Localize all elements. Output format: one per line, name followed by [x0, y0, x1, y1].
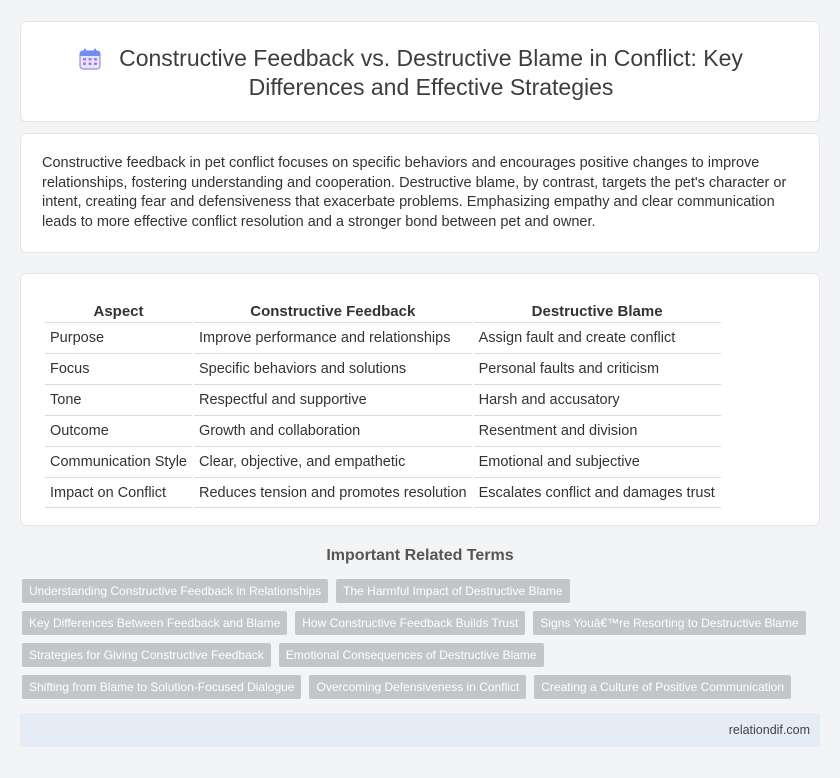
table-cell: Impact on Conflict [45, 477, 192, 508]
page-title: Constructive Feedback vs. Destructive Blame in Conflict: Key Differences and Effective Strategies [119, 45, 743, 100]
related-term-tag[interactable]: The Harmful Impact of Destructive Blame [336, 579, 569, 603]
table-cell: Communication Style [45, 446, 192, 477]
related-terms-list [22, 579, 822, 707]
table-cell: Reduces tension and promotes resolution [194, 477, 472, 508]
table-cell: Specific behaviors and solutions [194, 353, 472, 384]
tag-row [22, 643, 822, 667]
column-header-destructive: Destructive Blame [531, 303, 663, 320]
table-cell: Outcome [45, 415, 192, 446]
related-term-tag[interactable]: Shifting from Blame to Solution-Focused Dialogue [22, 675, 301, 699]
table-cell: Respectful and supportive [194, 384, 472, 415]
related-term-tag[interactable]: Strategies for Giving Constructive Feedback [22, 643, 271, 667]
header-card [20, 21, 820, 122]
table-cell: Improve performance and relationships [194, 322, 472, 353]
related-term-tag[interactable]: Emotional Consequences of Destructive Blame [279, 643, 544, 667]
table-cell: Personal faults and criticism [474, 353, 721, 384]
table-cell: Clear, objective, and empathetic [194, 446, 472, 477]
table-cell: Purpose [45, 322, 192, 353]
tag-row [22, 675, 822, 699]
footer [20, 713, 820, 747]
column-header-constructive: Constructive Feedback [250, 303, 416, 320]
column-header-aspect: Aspect [93, 303, 144, 320]
table-cell: Growth and collaboration [194, 415, 472, 446]
table-row [45, 477, 721, 508]
footer-site-link[interactable]: relationdif.com [728, 723, 810, 737]
table-row [45, 353, 721, 384]
table-row [45, 384, 721, 415]
table-row [45, 322, 721, 353]
table-row [45, 446, 721, 477]
comparison-card [20, 273, 820, 526]
related-terms-heading: Important Related Terms [326, 547, 514, 564]
table-cell: Harsh and accusatory [474, 384, 721, 415]
table-cell: Focus [45, 353, 192, 384]
table-cell: Escalates conflict and damages trust [474, 477, 721, 508]
table-header-row [45, 297, 721, 322]
related-term-tag[interactable]: Understanding Constructive Feedback in Relationships [22, 579, 328, 603]
related-term-tag[interactable]: How Constructive Feedback Builds Trust [295, 611, 525, 635]
related-term-tag[interactable]: Overcoming Defensiveness in Conflict [309, 675, 526, 699]
table-cell: Emotional and subjective [474, 446, 721, 477]
comparison-table [43, 297, 723, 508]
related-term-tag[interactable]: Creating a Culture of Positive Communication [534, 675, 791, 699]
table-cell: Assign fault and create conflict [474, 322, 721, 353]
tag-row [22, 579, 822, 603]
table-cell: Tone [45, 384, 192, 415]
table-row [45, 415, 721, 446]
table-cell: Resentment and division [474, 415, 721, 446]
intro-card [20, 133, 820, 253]
related-term-tag[interactable]: Key Differences Between Feedback and Blame [22, 611, 287, 635]
related-term-tag[interactable]: Signs Youâ€™re Resorting to Destructive Blame [533, 611, 805, 635]
intro-paragraph: Constructive feedback in pet conflict focuses on specific behaviors and encourages positive changes to improve relationships, fostering understanding and cooperation. Destructive blame, by contrast, targets the pet's character or intent, creating fear and defensiveness that exacerbate problems. Emphasizing empathy and clear communication leads to more effective conflict resolution and a stronger bond between pet and owner. [42, 155, 787, 230]
tag-row [22, 611, 822, 635]
